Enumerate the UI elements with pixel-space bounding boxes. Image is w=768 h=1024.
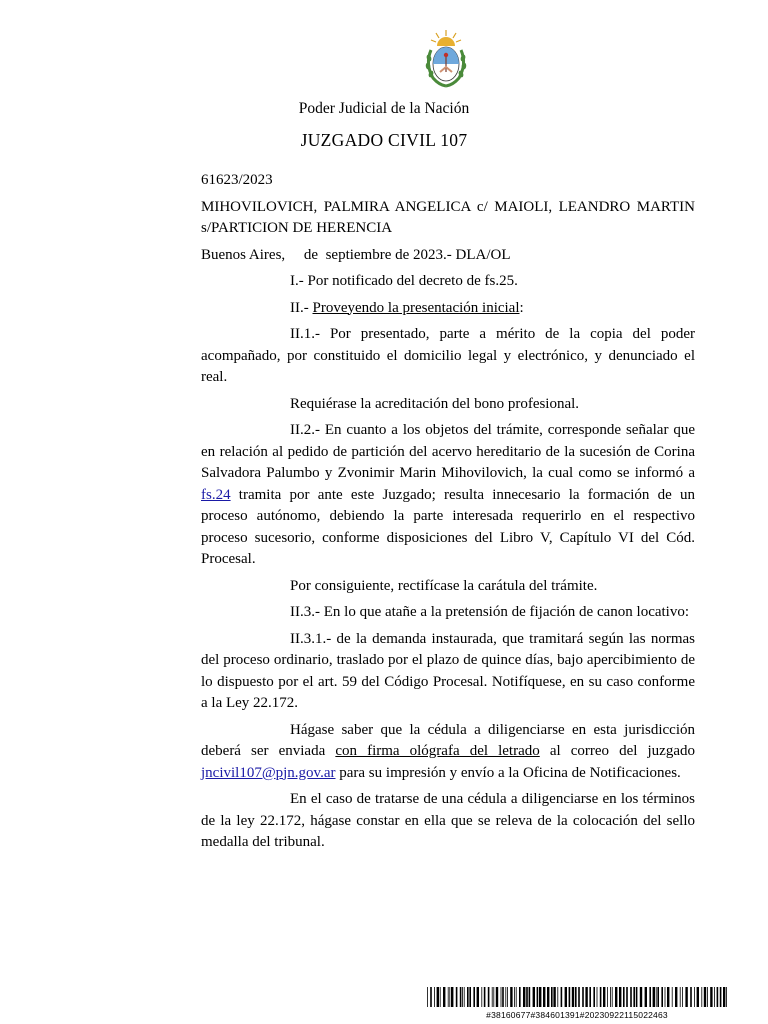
barcode-bar [615,987,617,1007]
barcode-bar [656,987,657,1007]
barcode-bar [569,987,571,1007]
paragraph-2 [201,298,695,320]
barcode-bar [575,987,577,1007]
barcode-bar [543,987,545,1007]
barcode-bar [477,987,479,1007]
document-body [201,170,695,859]
barcode [427,987,727,1007]
barcode-bar [505,987,506,1007]
paragraph-9-rest: para su impresión y envío a la Oficina de Notificaciones. [335,764,681,781]
barcode-bar [661,987,663,1007]
barcode-bar [657,987,659,1007]
juzgado-title: JUZGADO CIVIL 107 [300,130,468,150]
date-line: Buenos Aires, de septiembre de 2023.- DLA/OL [201,246,511,263]
barcode-bar [714,987,715,1007]
barcode-bar [649,987,651,1007]
paragraph-2-prefix: II.- [290,299,313,316]
barcode-bar [493,987,494,1007]
barcode-bar [682,987,683,1007]
barcode-bar [516,987,517,1007]
barcode-bar [720,987,722,1007]
barcode-bar [510,987,512,1007]
barcode-bar [593,987,595,1007]
barcode-bar [603,987,605,1007]
barcode-bar [582,987,584,1007]
barcode-bar [484,987,486,1007]
underlined-requirement: con firma ológrafa del letrado [335,743,540,759]
barcode-bar [496,987,498,1007]
barcode-bar [551,987,553,1007]
barcode-bar [529,987,531,1007]
barcode-bar [427,987,428,1007]
barcode-bar [565,987,567,1007]
barcode-bar [507,987,508,1007]
barcode-bar [434,987,435,1007]
barcode-bar [726,987,727,1007]
barcode-bar [464,987,465,1007]
barcode-bar [680,987,681,1007]
barcode-bar [597,987,598,1007]
barcode-bar [685,987,687,1007]
paragraph-6: Por consiguiente, rectifícase la carátula del trámite. [290,577,598,594]
barcode-bar [645,987,647,1007]
barcode-bar [462,987,463,1007]
barcode-bar [539,987,541,1007]
case-number: 61623/2023 [201,172,273,188]
barcode-bar [612,987,613,1007]
barcode-bar [449,987,450,1007]
coat-of-arms-icon [423,28,469,88]
barcode-bar [697,987,699,1007]
barcode-bar [561,987,563,1007]
paragraph-7: II.3.- En lo que atañe a la pretensión de fijación de canon locativo: [290,604,690,620]
barcode-bar [557,987,558,1007]
court-name: Poder Judicial de la Nación [298,100,470,117]
barcode-bar [526,987,528,1007]
barcode-bar [467,987,469,1007]
paragraph-3: II.1.- Por presentado, parte a mérito de la copia del poder acompañado, por constituido el domicilio legal y electrónico, y denunciado el real. [201,326,695,385]
barcode-bar [451,987,453,1007]
court-email-link[interactable]: jncivil107@pjn.gov.ar [201,764,336,781]
barcode-bar [640,987,642,1007]
barcode-bar [523,987,525,1007]
barcode-bar [694,987,695,1007]
paragraph-9-mid: al correo del juzgado [539,743,695,759]
barcode-bar [492,987,493,1007]
barcode-bar [633,987,635,1007]
paragraph-4: Requiérase la acreditación del bono profesional. [290,395,580,412]
barcode-bar [653,987,655,1007]
barcode-bar [589,987,591,1007]
fs24-link[interactable]: fs.24 [201,486,231,503]
barcode-bar [723,987,725,1007]
barcode-bar [443,987,445,1007]
barcode-bar [600,987,602,1007]
barcode-bar [514,987,515,1007]
barcode-bar [672,987,673,1007]
barcode-bar [623,987,625,1007]
barcode-bar [469,987,471,1007]
barcode-bar [481,987,482,1007]
barcode-bar [701,987,702,1007]
barcode-bar [626,987,628,1007]
barcode-bar [547,987,549,1007]
barcode-bar [519,987,521,1007]
barcode-bar [717,987,719,1007]
paragraph-9 [201,720,695,785]
barcode-bar [460,987,462,1007]
barcode-bar [607,987,608,1007]
barcode-bar [533,987,535,1007]
paragraph-2-suffix: : [519,299,524,316]
barcode-bar [630,987,632,1007]
barcode-bar [704,987,706,1007]
paragraph-5-rest: tramita por ante este Juzgado; resulta innecesario la formación de un proceso autónomo, debiendo la parte interesada requerirlo en el respectivo proceso sucesorio, conforme disposiciones del Libro V, Capítulo VI del Cód. Procesal. [201,486,695,567]
barcode-bar [690,987,692,1007]
barcode-bar [610,987,611,1007]
barcode-bar [636,987,638,1007]
barcode-bar [537,987,539,1007]
barcode-bar [665,987,666,1007]
barcode-bar [585,987,587,1007]
barcode-bar [456,987,458,1007]
barcode-bar [501,987,502,1007]
barcode-bar [448,987,449,1007]
barcode-bar [473,987,475,1007]
barcode-bar [710,987,712,1007]
paragraph-10: En el caso de tratarse de una cédula a diligenciarse en los términos de la ley 22.172, hágase constar en ella que se releva de la colocación del sello medalla del tribunal. [201,791,695,850]
barcode-bar [553,987,555,1007]
barcode-bar [437,987,439,1007]
barcode-bar [440,987,441,1007]
barcode-bar [430,987,432,1007]
paragraph-1: I.- Por notificado del decreto de fs.25. [290,273,518,289]
barcode-bar [619,987,621,1007]
paragraph-5-text: II.2.- En cuanto a los objetos del trámite, corresponde señalar que en relación al pedido de partición del acervo hereditario de la sucesión de Corina Salvadora Palumbo y Zvonimir Marin Mihovilovich, la cual como se informó a [201,422,695,481]
barcode-text: #38160677#384601391#20230922115022463 [486,1010,668,1020]
barcode-bar [675,987,677,1007]
barcode-bar [502,987,504,1007]
case-caption: MIHOVILOVICH, PALMIRA ANGELICA c/ MAIOLI, LEANDRO MARTIN s/PARTICION DE HERENCIA [201,198,695,236]
barcode-bar [578,987,580,1007]
paragraph-9-text: Hágase saber que la cédula a diligenciarse en esta jurisdicción deberá ser enviada [201,721,695,759]
barcode-bar [488,987,490,1007]
paragraph-8: II.3.1.- de la demanda instaurada, que tramitará según las normas del proceso ordinario, traslado por el plazo de quince días, bajo apercibimiento de lo dispuesto por el art. 59 del Código Procesal. Notifíquese, en su caso conforme a la Ley 22.172. [201,630,695,711]
barcode-bar [667,987,669,1007]
barcode-bar [572,987,574,1007]
underlined-heading: Proveyendo la presentación inicial [312,299,520,316]
barcode-bar [707,987,708,1007]
paragraph-5 [201,420,695,571]
